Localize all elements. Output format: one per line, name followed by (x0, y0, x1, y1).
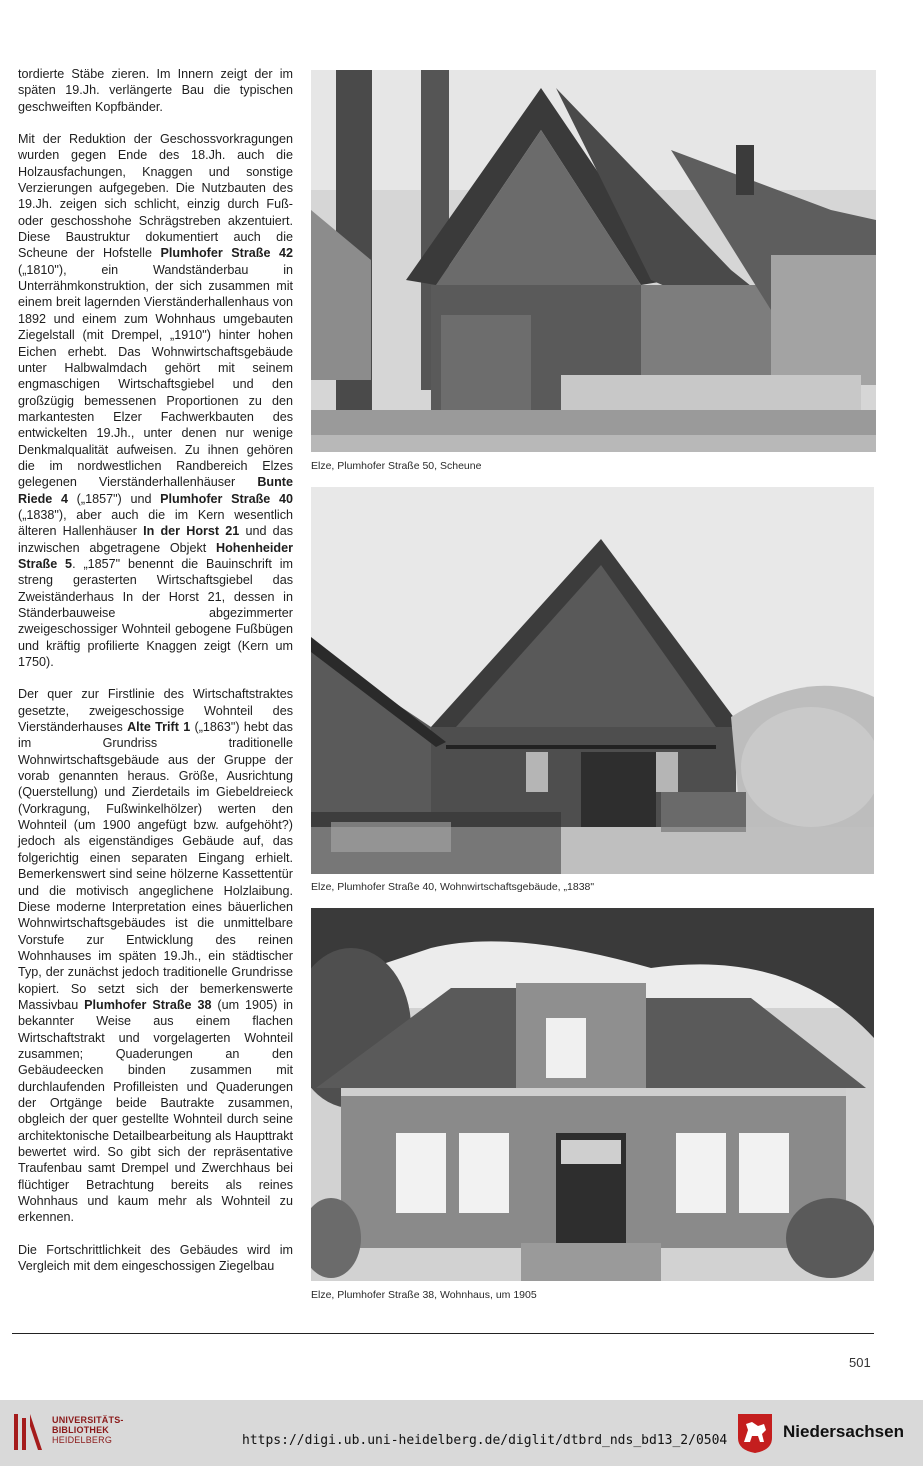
digital-library-url[interactable]: https://digi.ub.uni-heidelberg.de/diglit/dtbrd_nds_bd13_2/0504 (242, 1433, 728, 1448)
paragraph-1: tordierte Stäbe zieren. Im Innern zeigt der im späten 19.Jh. verlängerte Bau die typischen geschweiften Kopfbänder. (18, 67, 293, 114)
body-text-column (18, 66, 293, 1290)
place-name: Plumhofer Straße 38 (84, 997, 212, 1012)
university-library-name (52, 1415, 124, 1445)
place-name: Plumhofer Straße 42 (160, 246, 293, 261)
photo-farmhouse (311, 487, 874, 874)
library-line-3: HEIDELBERG (52, 1435, 113, 1445)
place-name: Bunte Riede 4 (18, 475, 293, 506)
place-name: Hohenheider Straße 5 (18, 540, 293, 571)
page-number: 501 (849, 1355, 871, 1370)
caption-photo-2: Elze, Plumhofer Straße 40, Wohnwirtschaftsgebäude, „1838" (311, 881, 595, 893)
caption-photo-3: Elze, Plumhofer Straße 38, Wohnhaus, um 1905 (311, 1289, 537, 1301)
paragraph-3: Der quer zur Firstlinie des Wirtschaftstraktes gesetzte, zweigeschossige Wohnteil des Vierständerhauses Alte Trift 1 („1863") hebt das im Grundriss traditionelle Wohnwirtschaftsgebäude aus der Gruppe der vorab genannten heraus. Größe, Ausrichtung (Querstellung) und Zierdetails im Giebeldreieck (Vorkragung, Fußwinkelhölzer) werten den Wohnteil (um 1900 angefügt bzw. aufgehöht?) jedoch als eigenständiges Gebäude auf, das folgerichtig einen separaten Eingang erhielt. Bemerkenswert sind seine hölzerne Kassettentür und die motivisch angeglichene Holzlaibung. Diese moderne Interpretation eines bäuerlichen Wohnwirtschaftsgebäudes ist die unmittelbare Vorstufe zur Entwicklung des reinen Wohnhauses im späten 19.Jh., ein städtischer Typ, der zunächst jedoch traditionelle Grundrisse kopiert. So setzt sich der bemerkenswerte Massivbau Plumhofer Straße 38 (um 1905) in bekannter Weise aus einem flachen Wirtschaftstrakt und vorgelagerten Wohnteil zusammen; Quaderungen an den Gebäudeecken binden zusammen mit durchlaufenden Profilleisten und Quaderungen der Ortgänge beide Bautrakte zusammen, obgleich der quer gestellte Wohnteil durch seine architektonische Detailbearbeitung als Haupttrakt bewertet wird. So gibt sich der repräsentative Traufenbau samt Drempel und Zwerchhaus bei flüchtiger Betrachtung bereits als reines Wohnhaus und kaum mehr als Wohnteil zu erkennen. (18, 687, 294, 1225)
photo-residence (311, 908, 874, 1281)
state-name: Niedersachsen (783, 1422, 904, 1441)
paragraph-4: Die Fortschrittlichkeit des Gebäudes wird im Vergleich mit dem eingeschossigen Ziegelbau (18, 1242, 293, 1274)
page-divider (12, 1333, 874, 1334)
paragraph-2: Mit der Reduktion der Geschossvorkragungen wurden gegen Ende des 18.Jh. auch die Holzausfachungen, Knaggen und sonstige Verzierungen aufgegeben. Die Nutzbauten des 19.Jh. zeigen sich schlicht, einzig durch Fuß- oder geschosshohe Schrägstreben akzentuiert. Diese Baustruktur dokumentiert auch die Scheune der Hofstelle Plumhofer Straße 42 („1810"), ein Wandständerbau in Unterrähmkonstruktion, der sich zusammen mit einem breit lagernden Vierständerhallenhaus von 1892 und einem zum Wohnhaus umgebauten Ziegelstall (mit Drempel, „1910") hinter hohen Eichen erhebt. Das Wohnwirtschaftsgebäude unter Halbwalmdach gehört mit seinem engmaschigen Wirtschaftsgiebel und den großzügig bemessenen Proportionen zu den markantesten Elzer Fachwerkbauten des entwickelten 19.Jh., unter denen nur wenige Denkmalqualität aufweisen. Zu ihnen gehören die im nordwestlichen Randbereich Elzes gelegenen Vierständerhallenhäuser Bunte Riede 4 („1857") und Plumhofer Straße 40 („1838"), aber auch die im Kern wesentlich älteren Hallenhäuser In der Horst 21 und das inzwischen abgetragene Objekt Hohenheider Straße 5. „1857" benennt die Bauinschrift im streng gerasterten Wirtschaftsgiebel das Zweiständerhaus In der Horst 21, dessen in Ständerbauweise abgezimmerter zweigeschossiger Wohnteil gebogene Fußbügen und kräftig profilierte Knaggen zeigt (Kern um 1750). (18, 132, 294, 670)
place-name: In der Horst 21 (143, 524, 240, 539)
lower-saxony-horse-icon (736, 1412, 774, 1454)
place-name: Plumhofer Straße 40 (160, 491, 293, 506)
library-line-1: UNIVERSITÄTS- (52, 1415, 124, 1425)
university-library-logo-icon (10, 1408, 46, 1456)
place-name: Alte Trift 1 (127, 720, 191, 735)
photo-barn (311, 70, 876, 452)
library-line-2: BIBLIOTHEK (52, 1425, 109, 1435)
footer-bar (0, 1400, 923, 1466)
caption-photo-1: Elze, Plumhofer Straße 50, Scheune (311, 460, 482, 472)
